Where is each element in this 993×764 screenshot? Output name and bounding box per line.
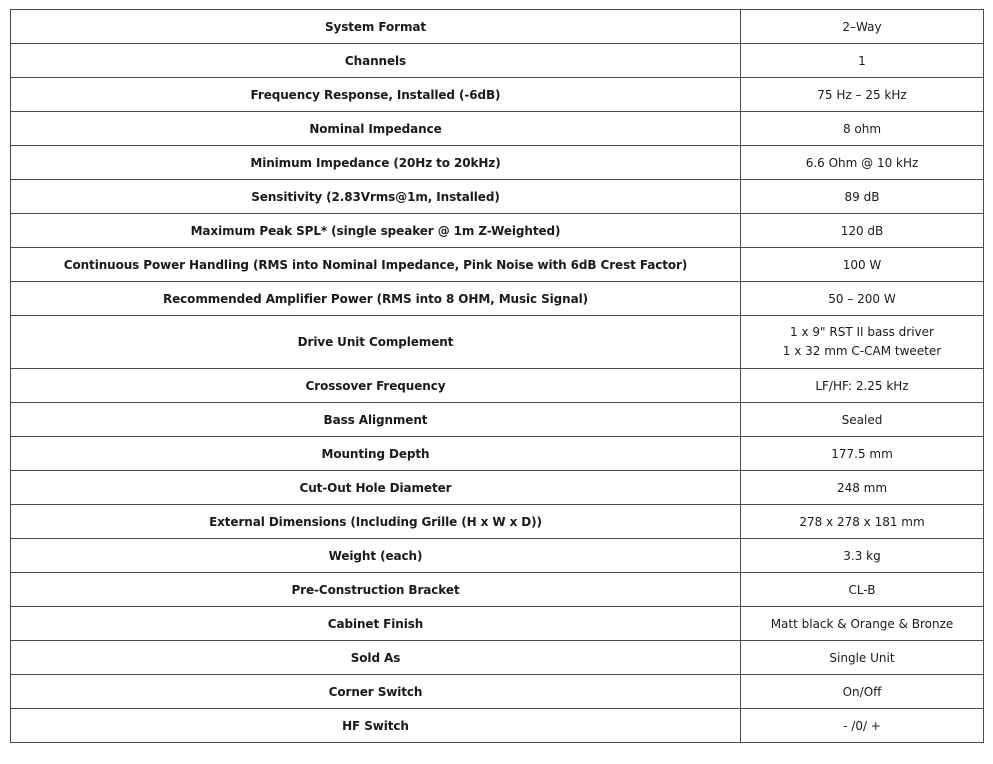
table-row bbox=[11, 248, 984, 282]
spec-value bbox=[741, 316, 984, 369]
spec-value: 89 dB bbox=[741, 180, 984, 214]
spec-value: 2–Way bbox=[741, 10, 984, 44]
spec-value: 50 – 200 W bbox=[741, 282, 984, 316]
spec-value: 120 dB bbox=[741, 214, 984, 248]
table-row bbox=[11, 78, 984, 112]
spec-label: Maximum Peak SPL* (single speaker @ 1m Z-Weighted) bbox=[11, 214, 741, 248]
spec-label: Crossover Frequency bbox=[11, 369, 741, 403]
spec-value: 248 mm bbox=[741, 471, 984, 505]
spec-label: Minimum Impedance (20Hz to 20kHz) bbox=[11, 146, 741, 180]
spec-value: 3.3 kg bbox=[741, 539, 984, 573]
spec-value: Sealed bbox=[741, 403, 984, 437]
spec-value-line: 1 x 9" RST II bass driver bbox=[790, 325, 934, 339]
spec-label: External Dimensions (Including Grille (H x W x D)) bbox=[11, 505, 741, 539]
table-row bbox=[11, 641, 984, 675]
spec-value: 8 ohm bbox=[741, 112, 984, 146]
table-row bbox=[11, 573, 984, 607]
specifications-table bbox=[10, 9, 984, 743]
table-row bbox=[11, 316, 984, 369]
spec-label: HF Switch bbox=[11, 709, 741, 743]
spec-label: Mounting Depth bbox=[11, 437, 741, 471]
spec-label: Continuous Power Handling (RMS into Nominal Impedance, Pink Noise with 6dB Crest Factor) bbox=[11, 248, 741, 282]
table-row bbox=[11, 282, 984, 316]
spec-label: Cabinet Finish bbox=[11, 607, 741, 641]
table-row bbox=[11, 505, 984, 539]
spec-label: Frequency Response, Installed (-6dB) bbox=[11, 78, 741, 112]
spec-value: CL-B bbox=[741, 573, 984, 607]
spec-label: System Format bbox=[11, 10, 741, 44]
table-row bbox=[11, 675, 984, 709]
table-row bbox=[11, 10, 984, 44]
spec-value: - /0/ + bbox=[741, 709, 984, 743]
spec-value: 100 W bbox=[741, 248, 984, 282]
spec-label: Pre-Construction Bracket bbox=[11, 573, 741, 607]
spec-label: Sold As bbox=[11, 641, 741, 675]
spec-value-line: 1 x 32 mm C-CAM tweeter bbox=[782, 344, 942, 358]
spec-label: Sensitivity (2.83Vrms@1m, Installed) bbox=[11, 180, 741, 214]
spec-label: Corner Switch bbox=[11, 675, 741, 709]
table-row bbox=[11, 369, 984, 403]
spec-label: Cut-Out Hole Diameter bbox=[11, 471, 741, 505]
table-row bbox=[11, 709, 984, 743]
table-row bbox=[11, 146, 984, 180]
spec-value: 177.5 mm bbox=[741, 437, 984, 471]
spec-value: Matt black & Orange & Bronze bbox=[741, 607, 984, 641]
table-row bbox=[11, 112, 984, 146]
spec-value: 6.6 Ohm @ 10 kHz bbox=[741, 146, 984, 180]
spec-label: Drive Unit Complement bbox=[11, 316, 741, 369]
table-row bbox=[11, 214, 984, 248]
spec-value: 278 x 278 x 181 mm bbox=[741, 505, 984, 539]
table-row bbox=[11, 44, 984, 78]
table-row bbox=[11, 180, 984, 214]
spec-value: LF/HF: 2.25 kHz bbox=[741, 369, 984, 403]
spec-label: Channels bbox=[11, 44, 741, 78]
table-row bbox=[11, 607, 984, 641]
table-row bbox=[11, 403, 984, 437]
spec-value: 1 bbox=[741, 44, 984, 78]
spec-label: Weight (each) bbox=[11, 539, 741, 573]
table-row bbox=[11, 471, 984, 505]
spec-label: Nominal Impedance bbox=[11, 112, 741, 146]
table-row bbox=[11, 539, 984, 573]
spec-label: Bass Alignment bbox=[11, 403, 741, 437]
table-row bbox=[11, 437, 984, 471]
spec-value: 75 Hz – 25 kHz bbox=[741, 78, 984, 112]
spec-label: Recommended Amplifier Power (RMS into 8 OHM, Music Signal) bbox=[11, 282, 741, 316]
spec-value: On/Off bbox=[741, 675, 984, 709]
spec-value: Single Unit bbox=[741, 641, 984, 675]
